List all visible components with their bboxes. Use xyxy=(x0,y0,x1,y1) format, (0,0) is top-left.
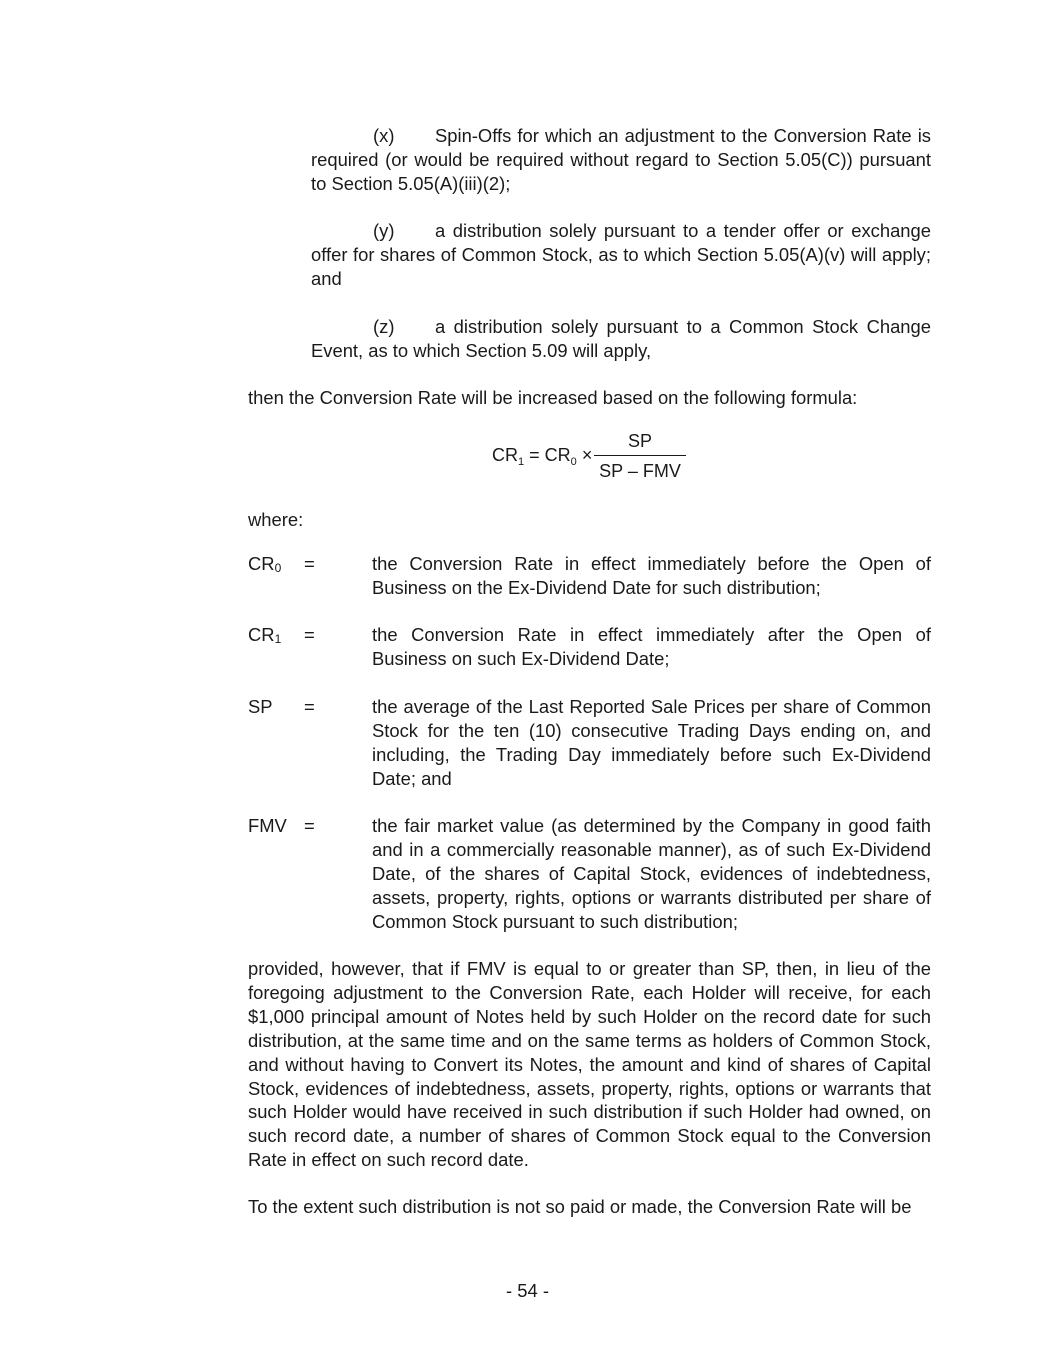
clause-z xyxy=(311,315,931,363)
where-label: where: xyxy=(248,509,304,530)
clause-y xyxy=(311,219,931,291)
definition-text: the average of the Last Reported Sale Prices per share of Common Stock for the ten (10) consecutive Trading Days ending on, and including, the Trading Day immediately before such Ex-Dividend Date; and xyxy=(372,696,931,789)
formula-numerator: SP xyxy=(627,431,652,451)
formula-intro: then the Conversion Rate will be increased based on the following formula: xyxy=(248,387,858,408)
clause-label: (y) xyxy=(373,220,395,241)
proviso-paragraph: provided, however, that if FMV is equal to or greater than SP, then, in lieu of the foregoing adjustment to the Conversion Rate, each Holder will receive, for each $1,000 principal amount of Notes held by such Holder on the record date for such distribution, at the same time and on the same terms as holders of Common Stock, and without having to Convert its Notes, the amount and kind of shares of Capital Stock, evidences of indebtedness, assets, property, rights, options or warrants that such Holder would have received in such distribution if such Holder had owned, on such record date, a number of shares of Common Stock equal to the Conversion Rate in effect on such record date. xyxy=(248,958,931,1171)
closing-paragraph: To the extent such distribution is not so paid or made, the Conversion Rate will be xyxy=(248,1196,912,1217)
definition-text: the Conversion Rate in effect immediately before the Open of Business on the Ex-Dividend Date for such distribution; xyxy=(372,553,931,598)
conversion-rate-formula xyxy=(492,428,692,488)
page-number: - 54 - xyxy=(506,1280,549,1301)
clause-text: a distribution solely pursuant to a Common Stock Change Event, as to which Section 5.09 will apply, xyxy=(311,316,931,361)
definition-equals: = xyxy=(304,815,315,836)
definition-equals: = xyxy=(304,696,315,717)
definition-text: the fair market value (as determined by the Company in good faith and in a commercially reasonable manner), as of such Ex-Dividend Date, of the shares of Capital Stock, evidences of indebtedness, assets, property, rights, options or warrants distributed per share of Common Stock pursuant to such distribution; xyxy=(372,815,931,932)
definition-sp xyxy=(248,695,931,791)
clause-text: a distribution solely pursuant to a tender offer or exchange offer for shares of Common Stock, as to which Section 5.05(A)(v) will apply; and xyxy=(311,220,931,289)
clause-label: (z) xyxy=(373,316,395,337)
formula-fraction xyxy=(594,430,686,482)
definition-equals: = xyxy=(304,624,315,645)
definition-cr1 xyxy=(248,623,931,671)
definition-term: SP xyxy=(248,696,273,717)
fraction-bar xyxy=(594,455,686,456)
definition-fmv xyxy=(248,814,931,934)
definition-term: $CR_1$ xyxy=(248,624,282,646)
clause-label: (x) xyxy=(373,125,395,146)
clause-x xyxy=(311,124,931,196)
clause-text: Spin-Offs for which an adjustment to the Conversion Rate is required (or would be required without regard to Section 5.05(C)) pursuant to Section 5.05(A)(iii)(2); xyxy=(311,125,931,194)
definition-text: the Conversion Rate in effect immediately after the Open of Business on such Ex-Dividend Date; xyxy=(372,624,931,669)
definition-cr0 xyxy=(248,552,931,600)
definition-term: $CR_0$ xyxy=(248,553,282,575)
formula-denominator: SP – FMV xyxy=(599,461,681,481)
definition-term: FMV xyxy=(248,815,287,836)
formula-lhs: $CR_1 = CR_0$ × xyxy=(492,445,593,468)
definition-equals: = xyxy=(304,553,315,574)
